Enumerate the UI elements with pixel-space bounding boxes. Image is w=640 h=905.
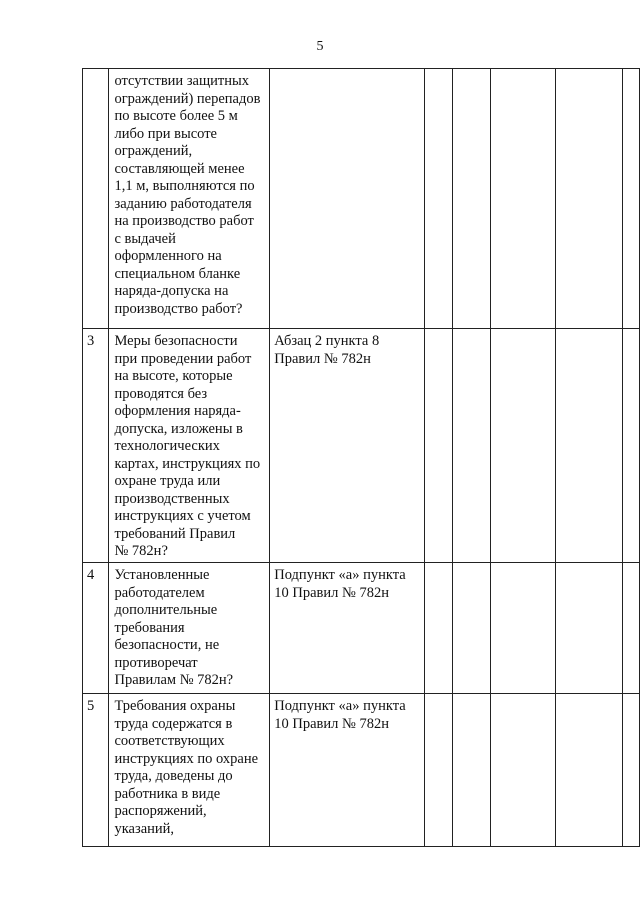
- question-line: противоречат: [114, 654, 198, 671]
- question-line: работодателем: [114, 584, 205, 601]
- question-line: либо при высоте: [114, 125, 217, 142]
- table-row: [83, 329, 640, 563]
- question-line: отсутствии защитных: [114, 73, 249, 89]
- reference-line: Правил № 782н: [274, 350, 371, 367]
- question-line: с выдачей: [114, 230, 176, 247]
- question-line: оформления наряда-: [114, 403, 241, 419]
- question-line: ограждений,: [114, 143, 193, 159]
- question-cell: [109, 563, 270, 694]
- question-line: инструкциях по охране: [114, 750, 259, 767]
- question-line: труда содержатся в: [114, 715, 233, 732]
- empty-answer-cell: [555, 694, 622, 847]
- question-line: производственных: [114, 490, 230, 507]
- reference-line: Подпункт «а» пункта: [274, 698, 406, 714]
- empty-answer-cell: [491, 69, 556, 329]
- question-line: технологических: [114, 438, 220, 454]
- reference-line: Подпункт «а» пункта: [274, 567, 406, 583]
- empty-answer-cell: [622, 563, 639, 694]
- question-line: составляющей менее: [114, 160, 245, 177]
- empty-answer-cell: [622, 69, 639, 329]
- empty-answer-cell: [452, 69, 491, 329]
- empty-answer-cell: [424, 694, 452, 847]
- empty-answer-cell: [491, 329, 556, 563]
- question-line: наряда-допуска на: [114, 283, 229, 299]
- question-cell: [109, 69, 270, 329]
- empty-answer-cell: [491, 563, 556, 694]
- question-line: по высоте более 5 м: [114, 108, 238, 124]
- question-line: соответствующих: [114, 733, 225, 749]
- question-line: Правилам № 782н?: [114, 672, 234, 688]
- question-line: производство работ?: [114, 300, 243, 317]
- question-line: картах, инструкциях по: [114, 455, 261, 472]
- row-number-cell: [83, 694, 109, 847]
- question-cell: [109, 694, 270, 847]
- question-line: дополнительные: [114, 602, 218, 618]
- reference-line: 10 Правил № 782н: [274, 584, 389, 601]
- question-line: ограждений) перепадов: [114, 90, 261, 107]
- reference-cell: [270, 69, 424, 329]
- row-number: [83, 69, 108, 73]
- question-line: на производство работ: [114, 213, 254, 229]
- reference-cell: [270, 329, 424, 563]
- empty-answer-cell: [555, 563, 622, 694]
- table-row: [83, 69, 640, 329]
- question-line: охране труда или: [114, 473, 221, 489]
- question-line: требования: [114, 619, 185, 636]
- question-line: Меры безопасности: [114, 333, 238, 349]
- question-line: специальном бланке: [114, 265, 241, 282]
- empty-answer-cell: [491, 694, 556, 847]
- empty-answer-cell: [452, 694, 491, 847]
- question-line: № 782н?: [114, 543, 168, 559]
- row-number: 4: [87, 567, 95, 583]
- question-line: при проведении работ: [114, 350, 252, 367]
- empty-answer-cell: [424, 329, 452, 563]
- question-line: допуска, изложены в: [114, 420, 243, 437]
- table-row: [83, 563, 640, 694]
- row-number-cell: [83, 329, 109, 563]
- question-line: распоряжений,: [114, 803, 207, 819]
- question-line: Установленные: [114, 567, 210, 583]
- reference-line: 10 Правил № 782н: [274, 715, 389, 732]
- question-cell: [109, 329, 270, 563]
- question-line: оформленного на: [114, 248, 222, 264]
- table-row: [83, 694, 640, 847]
- question-line: проводятся без: [114, 385, 208, 402]
- reference-cell: [270, 694, 424, 847]
- row-number: 5: [87, 698, 95, 714]
- empty-answer-cell: [622, 694, 639, 847]
- empty-answer-cell: [555, 69, 622, 329]
- page-number: 5: [316, 39, 324, 54]
- row-number-cell: [83, 563, 109, 694]
- checklist-table: [82, 68, 640, 847]
- question-line: инструкциях с учетом: [114, 508, 251, 524]
- question-line: 1,1 м, выполняются по: [114, 178, 255, 194]
- reference-line: Абзац 2 пункта 8: [274, 333, 380, 349]
- empty-answer-cell: [452, 563, 491, 694]
- question-line: на высоте, которые: [114, 368, 233, 384]
- empty-answer-cell: [555, 329, 622, 563]
- question-line: заданию работодателя: [114, 195, 252, 212]
- question-line: указаний,: [114, 820, 175, 837]
- row-number: 3: [87, 333, 95, 349]
- question-line: Требования охраны: [114, 698, 236, 714]
- empty-answer-cell: [452, 329, 491, 563]
- question-line: труда, доведены до: [114, 768, 233, 784]
- empty-answer-cell: [622, 329, 639, 563]
- empty-answer-cell: [424, 69, 452, 329]
- question-line: требований Правил: [114, 525, 236, 542]
- question-line: работника в виде: [114, 785, 221, 802]
- empty-answer-cell: [424, 563, 452, 694]
- reference-cell: [270, 563, 424, 694]
- question-line: безопасности, не: [114, 637, 220, 653]
- row-number-cell: [83, 69, 109, 329]
